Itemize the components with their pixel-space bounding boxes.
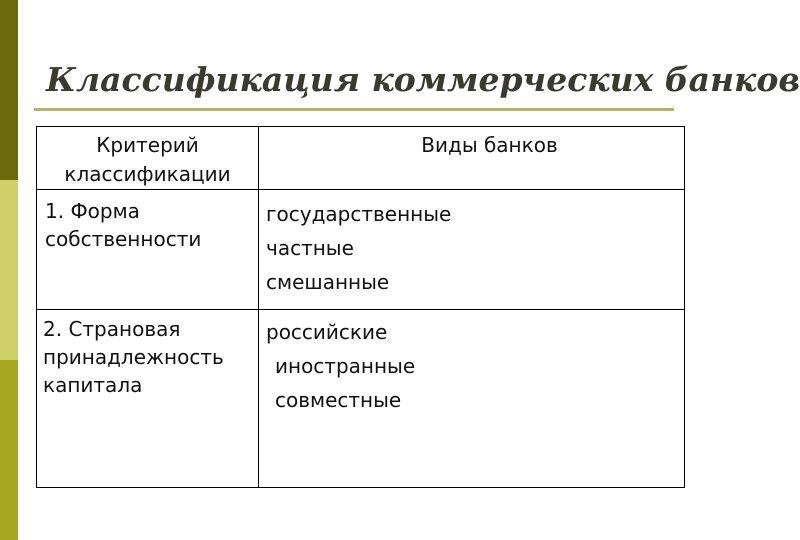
header-criterion-line: Критерий <box>96 133 199 157</box>
row2-criterion <box>43 315 257 399</box>
bank-type: иностранные <box>275 354 416 378</box>
header-bank-types-label: Виды банков <box>421 133 558 157</box>
bank-type: смешанные <box>266 270 390 294</box>
criterion-line: собственности <box>45 227 202 251</box>
decorative-sidebar <box>0 0 18 540</box>
row1-criterion <box>45 197 255 253</box>
column-divider <box>258 127 259 487</box>
header-bank-types <box>259 131 684 160</box>
row-divider <box>37 309 684 310</box>
bank-type: российские <box>266 320 388 344</box>
criterion-line: принадлежность <box>43 345 224 369</box>
sidebar-segment-dark <box>0 0 18 180</box>
title-underline <box>34 108 674 111</box>
sidebar-segment-light <box>0 180 18 360</box>
header-criterion-line: классификации <box>64 162 231 186</box>
criterion-line: 2. Страновая <box>43 317 181 341</box>
bank-type: частные <box>266 236 354 260</box>
bank-type: совместные <box>275 388 402 412</box>
header-criterion <box>37 131 258 189</box>
slide-title: Классификация коммерческих банков <box>46 60 800 99</box>
sidebar-segment-mid <box>0 360 18 540</box>
bank-type: государственные <box>266 202 452 226</box>
header-divider <box>37 189 684 190</box>
row1-bank-types <box>266 197 676 299</box>
criterion-line: 1. Форма <box>45 199 140 223</box>
criterion-line: капитала <box>43 373 143 397</box>
classification-table <box>36 126 685 488</box>
row2-bank-types <box>266 315 676 417</box>
